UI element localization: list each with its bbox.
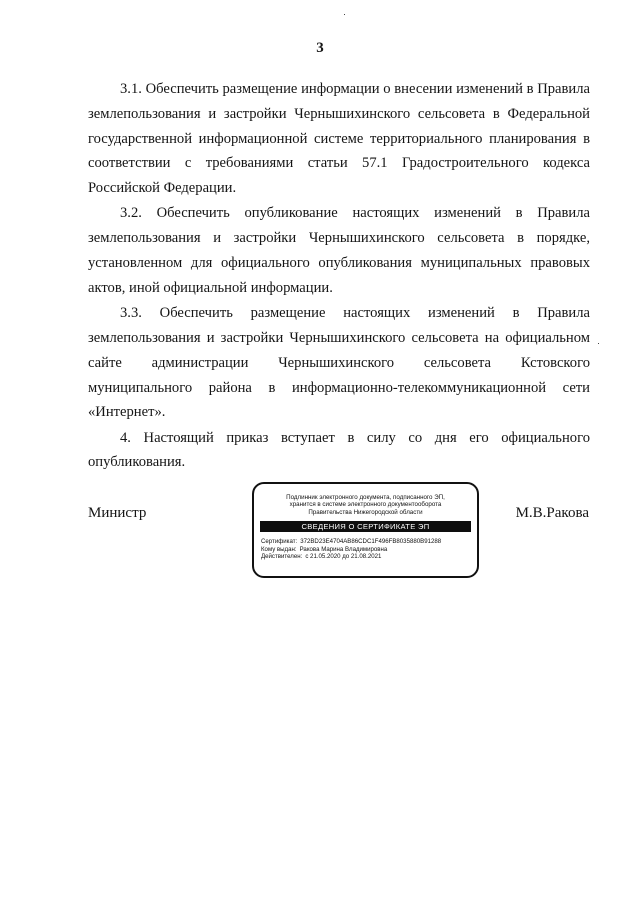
stamp-issued-to-value: Ракова Марина Владимировна [299,545,388,553]
scan-speck [344,14,345,15]
stamp-issued-to-label: Кому выдан: [261,545,297,553]
stamp-valid-label: Действителен: [261,553,303,561]
stamp-header-line: хранится в системе электронного документооборота [289,501,442,509]
signer-name: М.В.Ракова [515,505,589,521]
stamp-header-line: Правительства Нижегородской области [308,508,423,516]
stamp-certificate-label: Сертификат: [261,538,298,546]
paragraph-3-1: 3.1. Обеспечить размещение информации о внесении изменений в Правила землепользования и застройки Чернышихинского сельсовета в Федеральной государственной информационной системе территориального планирования в соответствии с требованиями статьи 57.1 Градостроительного кодекса Российской Федерации. [88,81,590,197]
paragraph-3-3: 3.3. Обеспечить размещение настоящих изменений в Правила землепользования и застройки Чернышихинского сельсовета на официальном сайте администрации Чернышихинского сельсовета Кстовского муниципального района в информационно-телекоммуникационной сети «Интернет». [88,305,590,421]
stamp-header-line: Подлинник электронного документа, подписанного ЭП, [286,494,445,501]
stamp-certificate-value: 372BD23E4704AB86CDC1F496FB8035880B91288 [300,538,442,546]
stamp-valid-value: с 21.05.2020 до 21.08.2021 [305,553,382,561]
stamp-header [266,494,465,516]
stamp-band-title: СВЕДЕНИЯ О СЕРТИФИКАТЕ ЭП [260,521,471,532]
stamp-valid-row [261,553,477,561]
scan-speck [598,343,599,344]
paragraph-3-2: 3.2. Обеспечить опубликование настоящих изменений в Правила землепользования и застройки Чернышихинского сельсовета в порядке, установленном для официального опубликования муниципальных правовых актов, иной официальной информации. [88,205,590,296]
electronic-signature-stamp [252,482,479,578]
paragraph-4: 4. Настоящий приказ вступает в силу со дня его официального опубликования. [88,429,590,471]
stamp-certificate-row [261,538,477,546]
document-body [88,77,590,476]
stamp-details [261,538,477,561]
signer-title: Министр [88,505,147,521]
page-number: 3 [316,40,324,56]
stamp-issued-to-row [261,546,477,554]
